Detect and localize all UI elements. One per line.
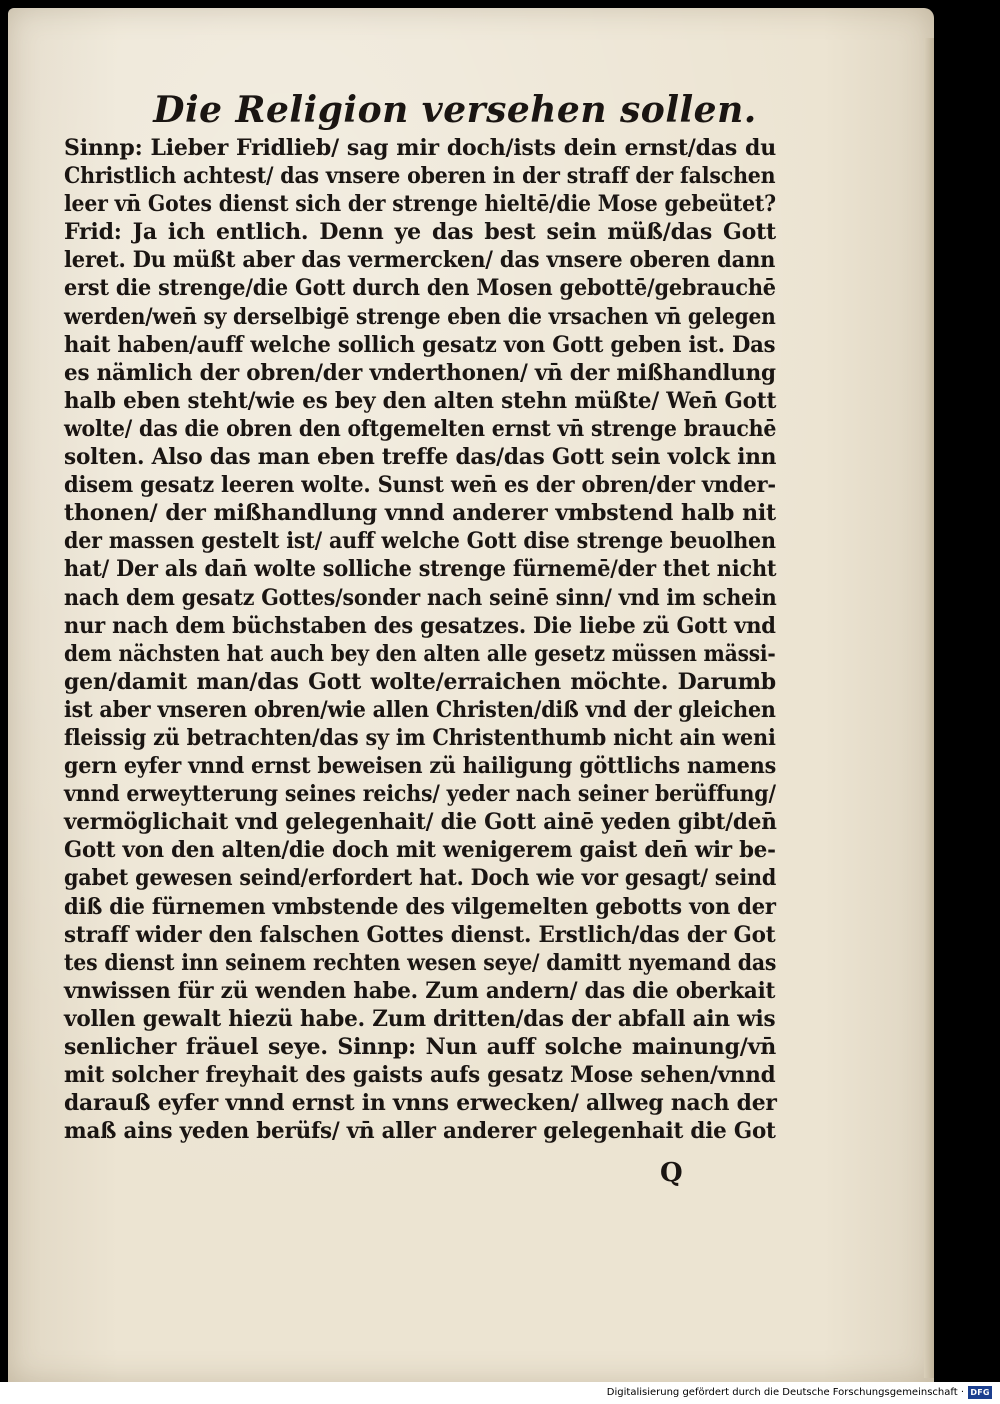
- text-line: gabet gewesen seind/erfordert hat. Doch wie vor gesagt/ seind: [64, 865, 777, 892]
- text-line: mit solcher freyhait des gaists aufs gesatz Mose sehen/vnnd: [64, 1062, 776, 1089]
- text-line: leer vn̄ Gotes dienst sich der strenge hieltē/die Mose gebeütet?: [64, 191, 776, 218]
- text-line: erst die strenge/die Gott durch den Mosen gebottē/gebrauchē: [64, 275, 776, 302]
- text-line: fleissig zü betrachten/das sy im Christenthumb nicht ain weni: [64, 724, 776, 751]
- text-line: Sinnp: Lieber Fridlieb/ sag mir doch/ists dein ernst/das du: [64, 135, 776, 161]
- dfg-logo-icon: DFG: [968, 1386, 992, 1399]
- text-line: halb eben steht/wie es bey den alten stehn müßte/ Wen̄ Gott: [64, 387, 777, 414]
- text-line: vermöglichait vnd gelegenhait/ die Gott ainē yeden gibt/den̄: [64, 809, 777, 836]
- text-line: werden/wen̄ sy derselbigē strenge eben die vrsachen vn̄ gelegen: [64, 303, 776, 330]
- text-line: wolte/ das die obren den oftgemelten ernst vn̄ strenge brauchē: [64, 415, 777, 442]
- text-line: leret. Du müßt aber das vermercken/ das vnsere oberen dann: [64, 247, 776, 274]
- text-line: ist aber vnseren obren/wie allen Christen/diß vnd der gleichen: [64, 696, 776, 723]
- text-block: [64, 88, 776, 1145]
- text-line: vollen gewalt hiezü habe. Zum dritten/das der abfall ain wis: [64, 1005, 776, 1032]
- text-line: Christlich achtest/ das vnsere oberen in der straff der falschen: [64, 163, 776, 190]
- text-line: hat/ Der als dan̄ wolte solliche strenge fürnemē/der thet nicht: [64, 556, 777, 583]
- body-text: [64, 134, 776, 1145]
- text-line: disem gesatz leeren wolte. Sunst wen̄ es der obren/der vnder-: [64, 472, 776, 499]
- text-line: gern eyfer vnnd ernst beweisen zü hailigung göttlichs namens: [64, 753, 777, 780]
- text-line: gen/damit man/das Gott wolte/erraichen möchte. Darumb: [64, 668, 776, 695]
- text-line: tes dienst inn seinem rechten wesen seye/ damitt nyemand das: [64, 949, 777, 976]
- text-line: solten. Also das man eben treffe das/das Gott sein volck inn: [64, 444, 777, 471]
- text-line: maß ains yeden berüfs/ vn̄ aller anderer gelegenhait die Got: [64, 1118, 776, 1145]
- page-edge: [924, 38, 934, 1378]
- text-line: Frid: Ja ich entlich. Denn ye das best sein müß/das Gott: [64, 219, 776, 246]
- text-line: hait haben/auff welche sollich gesatz von Gott geben ist. Das: [64, 331, 776, 358]
- book-page: [8, 8, 934, 1382]
- text-line: vnnd erweytterung seines reichs/ yeder nach seiner berüffung/: [64, 781, 776, 808]
- text-line: nach dem gesatz Gottes/sonder nach seinē sinn/ vnd im schein: [64, 584, 777, 611]
- text-line: nur nach dem büchstaben des gesatzes. Die liebe zü Gott vnd: [64, 612, 776, 639]
- text-line: vnwissen für zü wenden habe. Zum andern/ das die oberkait: [64, 977, 776, 1004]
- text-line: senlicher fräuel seye. Sinnp: Nun auff solche mainung/vn̄: [64, 1034, 776, 1060]
- text-line: diß die fürnemen vmbstende des vilgemelten gebotts von der: [64, 893, 776, 920]
- text-line: thonen/ der mißhandlung vnnd anderer vmbstend halb nit: [64, 500, 776, 527]
- text-line: Gott von den alten/die doch mit wenigerem gaist den̄ wir be-: [64, 837, 776, 864]
- text-line: straff wider den falschen Gottes dienst. Erstlich/das der Got: [64, 921, 776, 948]
- footer-credit: Digitalisierung gefördert durch die Deutsche Forschungsgemeinschaft ·: [606, 1387, 964, 1398]
- footer: [0, 1382, 1000, 1404]
- text-line: dem nächsten hat auch bey den alten alle gesetz müssen mässi-: [64, 640, 776, 667]
- text-line: der massen gestelt ist/ auff welche Gott dise strenge beuolhen: [64, 528, 776, 555]
- text-line: darauß eyfer vnnd ernst in vnns erwecken/ allweg nach der: [64, 1090, 777, 1117]
- text-line: es nämlich der obren/der vnderthonen/ vn̄ der mißhandlung: [64, 359, 776, 386]
- signature-mark: Q: [660, 1158, 683, 1188]
- running-head: Die Religion versehen sollen.: [153, 89, 757, 131]
